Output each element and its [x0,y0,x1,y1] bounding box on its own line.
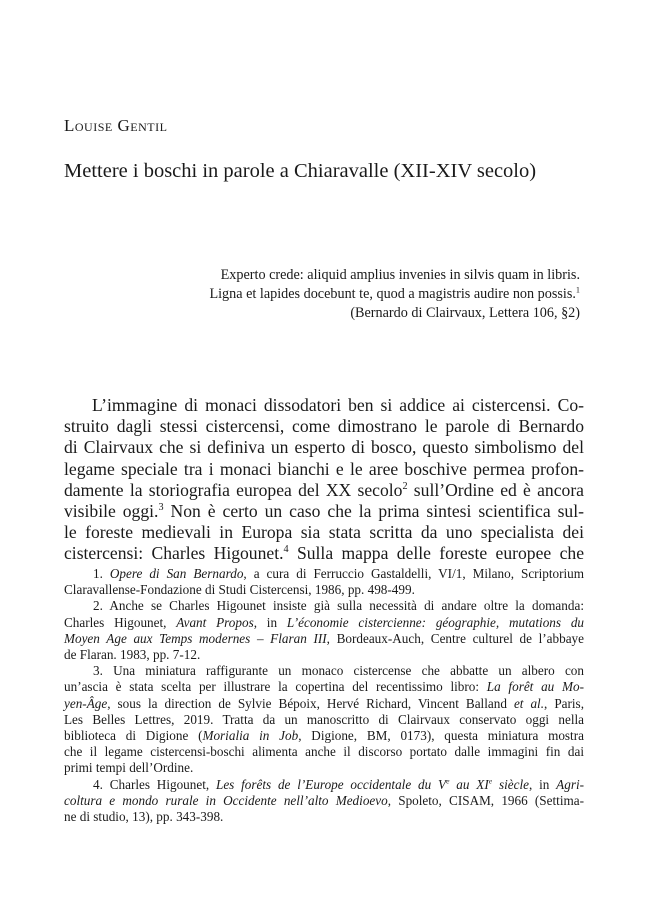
footnote-line: Claravallense-Fondazione di Studi Cistercensi, 1986, pp. 498-499. [64,582,415,598]
body-line [64,501,584,522]
footnote-text: , Paris, [544,695,584,711]
epigraph [80,266,580,323]
footnotes [64,566,584,825]
body-line: di Clairvaux che si definiva un esperto di bosco, questo simbolismo del [64,437,584,458]
footnote-line: che il legame cistercensi-boschi alimenta anche il discorso portato dalle immagini fin dai [64,744,584,760]
footnote-text: , a cura di Ferruccio Gastaldelli, VI/1, Milano, Scriptorium [243,566,584,581]
footnote-number: 1. [93,566,110,581]
body-paragraph [64,395,584,565]
body-line [64,480,584,501]
footnote-line: 3. Una miniatura raffigurante un monaco cistercense che abbatte un albero con [93,663,584,679]
footnote-line [64,728,584,744]
footnote-italic-part: Les forêts de l’Europe occidentale du V [215,776,447,792]
footnote-text: , sous la direction de Sylvie Bépoix, Hervé Richard, Vincent Balland [107,695,514,711]
body-line: struito dagli stessi cistercensi, come dimostrano le parole di Bernardo [64,416,584,437]
body-text-span: damente la storiografia europea del XX secolo [64,479,403,500]
body-line: legame speciale tra i monaci bianchi e le aree boschive permea profon- [64,458,584,479]
footnote-text: 4. Charles Higounet, [93,776,216,792]
epigraph-line [80,285,580,304]
body-line: L’immagine di monaci dissodatori ben si addice ai cistercensi. Co- [92,395,584,415]
footnote-italic: Morialia in Job [202,728,299,744]
body-line [64,543,584,564]
footnote-text: Charles Higounet, [64,614,177,630]
footnote-italic [216,777,529,792]
footnote-line [64,793,584,809]
epigraph-line: Experto crede: aliquid amplius invenies in silvis quam in libris. [220,267,580,283]
footnote-ref[interactable]: 2 [402,480,408,492]
footnote-line: primi tempi dell’Ordine. [64,760,194,776]
superscript: e [488,776,493,786]
superscript: e [446,776,450,786]
footnote-ref[interactable]: 1 [575,285,580,295]
epigraph-source: (Bernardo di Clairvaux, Lettera 106, §2) [350,305,580,321]
footnote-text: , Bordeaux-Auch, Centre culturel de l’abbaye [326,630,585,646]
footnote-italic-part: au XI [449,776,489,792]
footnote-line [64,679,584,695]
body-text-span: Non è certo un caso che la prima sintesi scientifica sul- [163,501,584,522]
chapter-title: Mettere i boschi in parole a Chiaravalle (XII-XIV secolo) [64,160,537,182]
footnote-line [64,777,584,793]
footnote-text: un’ascia è stata scelta per illustrare la copertina del recentissimo libro: [64,679,487,695]
footnote-line: de Flaran. 1983, pp. 7-12. [64,647,201,663]
footnote-italic: yen-Âge [64,695,108,711]
footnote-line [64,631,584,647]
footnote-ref[interactable]: 4 [283,544,289,556]
footnote-ref[interactable]: 3 [158,502,164,514]
body-text-span: visibile oggi. [64,501,159,522]
author-name: Louise Gentil [64,116,168,135]
footnote-text: , Digione, BM, 0173), questa miniatura mostra [298,728,584,744]
body-text-span: Sulla mappa delle foreste europee che [288,543,584,564]
footnote-italic: La forêt au Mo- [486,679,584,695]
epigraph-line-text: Ligna et lapides docebunt te, quod a magistris audire non possis. [209,286,576,302]
footnote-text: , Spoleto, CISAM, 1966 (Settima- [387,792,584,808]
footnote-text: , in [528,776,557,792]
footnote-line: Les Belles Lettres, 2019. Tratta da un manoscritto di Clairvaux conservato oggi nella [64,711,584,727]
footnote-italic: L’économie cistercienne: géographie, mutations du [286,614,585,630]
footnote-line [64,615,584,631]
footnote-italic: coltura e mondo rurale in Occidente nell’alto Medioevo [64,792,388,808]
body-text-span: sull’Ordine ed è ancora [407,479,584,500]
footnote-italic: Avant Propos [176,614,254,630]
footnote-text: biblioteca di Digione ( [64,728,203,744]
footnote-text: , in [253,614,287,630]
footnote-line: 2. Anche se Charles Higounet insiste già sulla necessità di andare oltre la domanda: [93,598,584,614]
body-line: le foreste medievali in Europa sia stata scritta da uno specialista dei [64,522,584,543]
footnote-italic: Moyen Age aux Temps modernes – Flaran III [64,630,327,646]
footnote-line: ne di studio, 13), pp. 343-398. [64,809,224,825]
footnote-italic: Agri- [556,776,585,792]
body-text-span: cistercensi: Charles Higounet. [64,543,284,564]
footnote-line [64,696,584,712]
footnote-italic-part: siècle [492,776,529,792]
footnote-italic: et al. [513,695,545,711]
footnote-line [64,566,584,582]
footnote-italic: Opere di San Bernardo [109,566,244,581]
